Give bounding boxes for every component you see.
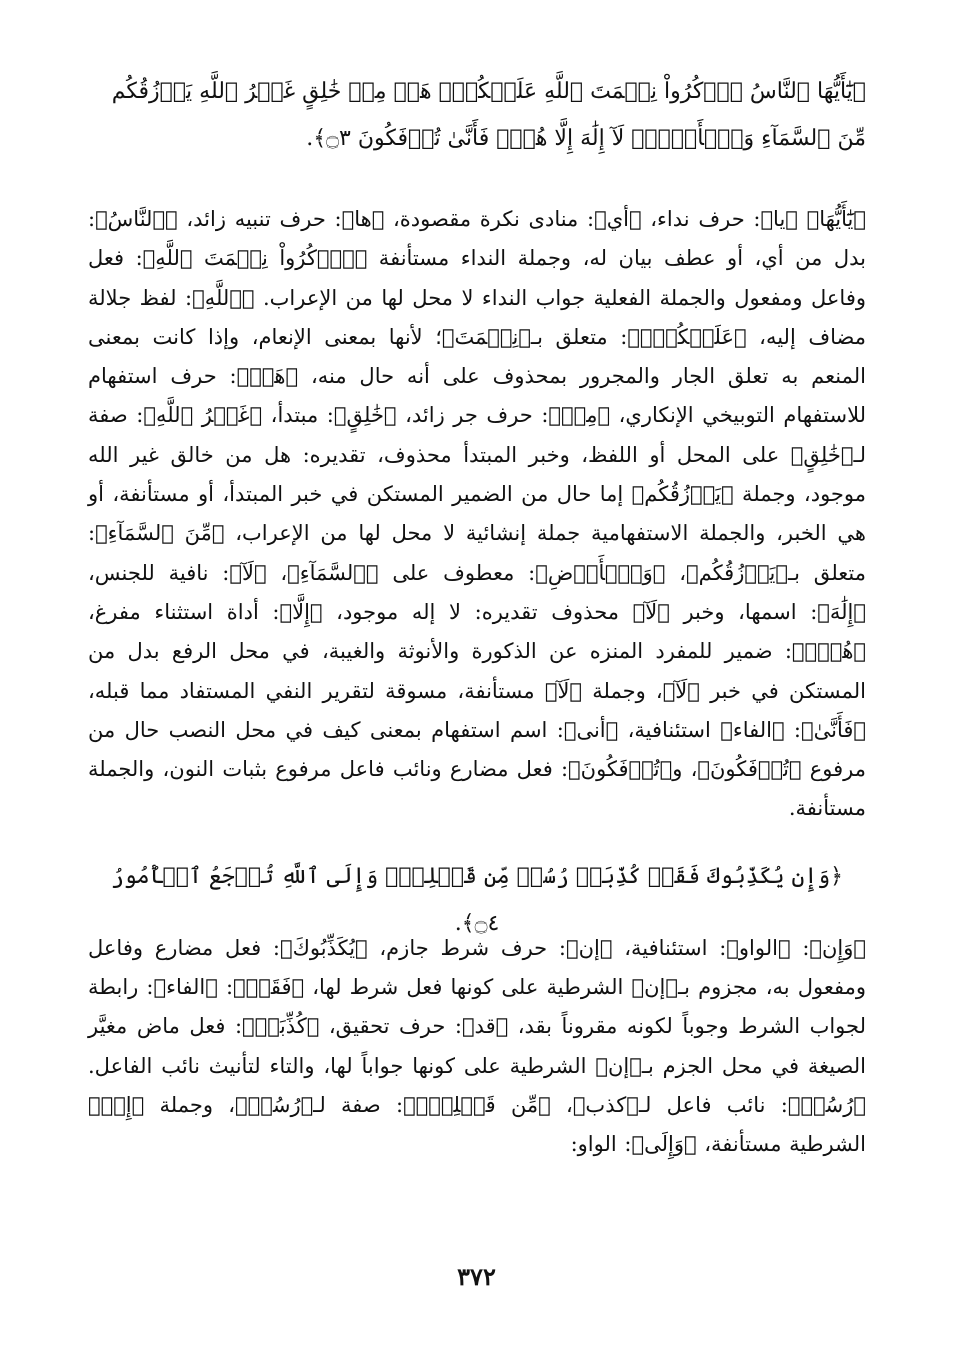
page-body (88, 68, 866, 1165)
spacer (88, 829, 866, 853)
page-number: ٣٧٢ (457, 1262, 496, 1291)
quran-verse-4: ﴿وَإِن يُكَذِّبُوكَ فَقَدۡ كُذِّبَتۡ رُسُلٞ مِّن قَبۡلِكَۚ وَإِلَى ٱللَّهِ تُرۡجَعُ ٱلۡأُمُورُ ۝٤﴾. (110, 863, 844, 936)
grammar-paragraph-2: ﴿وَإِن﴾: ﴿الواو﴾: استئنافية، ﴿إن﴾: حرف شرط جازم، ﴿يُكَذِّبُوكَ﴾: فعل مضارع وفاعل ومفعول به، مجزوم بـ﴿إن﴾ الشرطية على كونها فعل شرط لها، ﴿فَقَدۡ﴾: ﴿الفاء﴾: رابطة لجواب الشرط وجوباً لكونه مقروناً بقد، ﴿قد﴾: حرف تحقيق، ﴿كُذِّبَتۡ﴾: فعل ماض مغيَّر الصيغة في محل الجزم بـ﴿إن﴾ الشرطية على كونها جواباً لها، والتاء لتأنيث نائب الفاعل. ﴿رُسُلٞ﴾: نائب فاعل لـ﴿كذب﴾، ﴿مِّن قَبۡلِكَۚ﴾: صفة لـ﴿رُسُلٞ﴾، وجملة ﴿إِنۡ﴾ الشرطية مستأنفة، ﴿وَإِلَى﴾: الواو: (88, 935, 866, 1157)
grammar-paragraph-1: ﴿يَٰٓأَيُّهَا﴾ ﴿يا﴾: حرف نداء، ﴿أي﴾: منادى نكرة مقصودة، ﴿ها﴾: حرف تنبيه زائد، ﴿ٱلنَّاسُ﴾: بدل من أي، أو عطف بيان له، وجملة النداء مستأنفة ﴿ٱذۡكُرُواْ نِعۡمَتَ ٱللَّهِ﴾: فعل وفاعل ومفعول والجملة الفعلية جواب النداء لا محل لها من الإعراب. ﴿ٱللَّهِ﴾: لفظ جلالة مضاف إليه، ﴿عَلَيۡكُمۡۚ﴾: متعلق بـ﴿نِعۡمَتَ﴾؛ لأنها بمعنى الإنعام، وإذا كانت بمعنى المنعم به تعلق الجار والمجرور بمحذوف على أنه حال منه، ﴿هَلۡ﴾: حرف استفهام للاستفهام التوبيخي الإنكاري، ﴿مِنۡ﴾: حرف جر زائد، ﴿خَٰلِقٍ﴾: مبتدأ، ﴿غَيۡرُ ٱللَّهِ﴾: صفة لـ﴿خَٰلِقٍ﴾ على المحل أو اللفظ، وخبر المبتدأ محذوف، تقديره: هل من خالق غير الله موجود، وجملة ﴿يَرۡزُقُكُم﴾ إما حال من الضمير المستكن في خبر المبتدأ، أو مستأنفة، أو هي الخبر، والجملة الاستفهامية جملة إنشائية لا محل لها من الإعراب، ﴿مِّنَ ٱلسَّمَآءِ﴾: متعلق بـ﴿يَرۡزُقُكُم﴾، ﴿وَٱلۡأَرۡضِ﴾: معطوف على ﴿ٱلسَّمَآءِ﴾، ﴿لَآ﴾: نافية للجنس، ﴿إِلَٰهَ﴾: اسمها، وخبر ﴿لَآ﴾ محذوف تقديره: لا إله موجود، ﴿إِلَّا﴾: أداة استثناء مفرغ، ﴿هُوَۖ﴾: ضمير للمفرد المنزه عن الذكورة والأنوثة والغيبة، في محل الرفع بدل من المستكن في خبر ﴿لَآ﴾، وجملة ﴿لَآ﴾ مستأنفة، مسوقة لتقرير النفي المستفاد مما قبله، ﴿فَأَنَّىٰ﴾: ﴿الفاء﴾ استئنافية، ﴿أنى﴾: اسم استفهام بمعنى كيف في محل النصب حال من مرفوع ﴿تُؤۡفَكُونَ﴾، و﴿تُؤۡفَكُونَ﴾: فعل مضارع ونائب فاعل مرفوع بثبات النون، والجملة مستأنفة. (88, 207, 866, 821)
spacer (88, 174, 866, 200)
quran-verse-3: ﴿يَٰٓأَيُّهَا ٱلنَّاسُ ٱذۡكُرُواْ نِعۡمَتَ ٱللَّهِ عَلَيۡكُمۡۚ هَلۡ مِنۡ خَٰلِقٍ غَيۡرُ ٱللَّهِ يَرۡزُقُكُم مِّنَ ٱلسَّمَآءِ وَٱلۡأَرۡضِۚ لَآ إِلَٰهَ إِلَّا هُوَۖ فَأَنَّىٰ تُؤۡفَكُونَ ۝٣﴾. (111, 79, 866, 151)
